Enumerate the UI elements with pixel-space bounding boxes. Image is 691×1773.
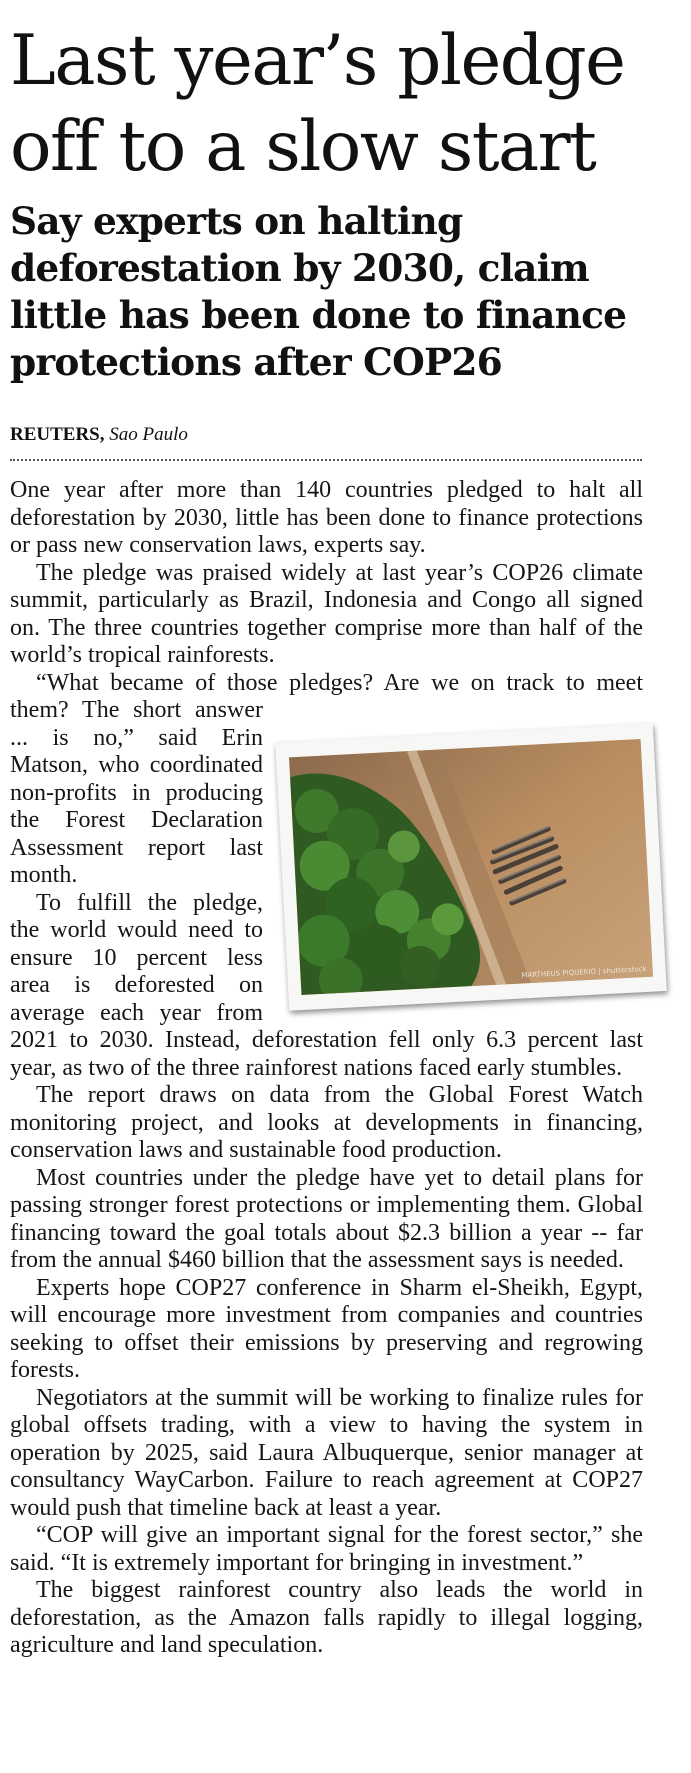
byline	[10, 424, 188, 446]
paragraph: The biggest rainforest country also leads the world in deforestation, as the Amazon falls rapidly to illegal logging, agriculture and land speculation.	[10, 1577, 643, 1658]
photo-image	[289, 739, 653, 995]
paragraph: “COP will give an important signal for the forest sector,” she said. “It is extremely important for bringing in investment.”	[10, 1522, 643, 1576]
byline-agency: REUTERS,	[10, 424, 105, 445]
paragraph: Negotiators at the summit will be working to finalize rules for global offsets trading, with a view to having the system in operation by 2025, said Laura Albuquerque, senior manager at consultancy WayCarbon. Failure to reach agreement at COP27 would push that timeline back at least a year.	[10, 1384, 643, 1521]
paragraph: To fulfill the pledge, the world would need to ensure 10 percent less area is deforested on average each year from 2021 to 2030. Instead, deforestation fell only 6.3 percent last year, as two of the three rainforest nations faced early stumbles.	[10, 889, 643, 1081]
paragraph: “What became of those pledges? Are we on track to meet them? The short answer ... is no,” said Erin Matson, who coordinated non-profits in producing the Forest Declaration Assessment report last month.	[10, 669, 643, 888]
aerial-deforestation-photo	[275, 723, 667, 1010]
paragraph: Experts hope COP27 conference in Sharm el-Sheikh, Egypt, will encourage more investment from companies and countries seeking to offset their emissions by preserving and regrowing forests.	[10, 1274, 643, 1383]
subheadline: Say experts on halting deforestation by 2030, claim little has been done to finance protections after COP26	[10, 199, 627, 384]
paragraph: Most countries under the pledge have yet to detail plans for passing stronger forest protections or implementing them. Global financing toward the goal totals about $2.3 billion a year -- far from the annual $460 billion that the assessment says is needed.	[10, 1164, 643, 1273]
article-body	[10, 477, 643, 1660]
headline: Last year’s pledge off to a slow start	[10, 21, 625, 187]
photo-illustration	[289, 739, 653, 995]
dotted-divider	[10, 459, 642, 461]
photo-credit: MARTHEUS PIQUERIO | shutterstock	[521, 964, 647, 980]
paragraph: The report draws on data from the Global Forest Watch monitoring project, and looks at developments in financing, conservation laws and sustainable food production.	[10, 1082, 643, 1163]
paragraph: The pledge was praised widely at last year’s COP26 climate summit, particularly as Brazil, Indonesia and Congo all signed on. The three countries together comprise more than half of the world’s tropical rainforests.	[10, 559, 643, 668]
paragraph: One year after more than 140 countries pledged to halt all deforestation by 2030, little has been done to finance protections or pass new conservation laws, experts say.	[10, 477, 643, 558]
byline-place: Sao Paulo	[109, 424, 188, 445]
